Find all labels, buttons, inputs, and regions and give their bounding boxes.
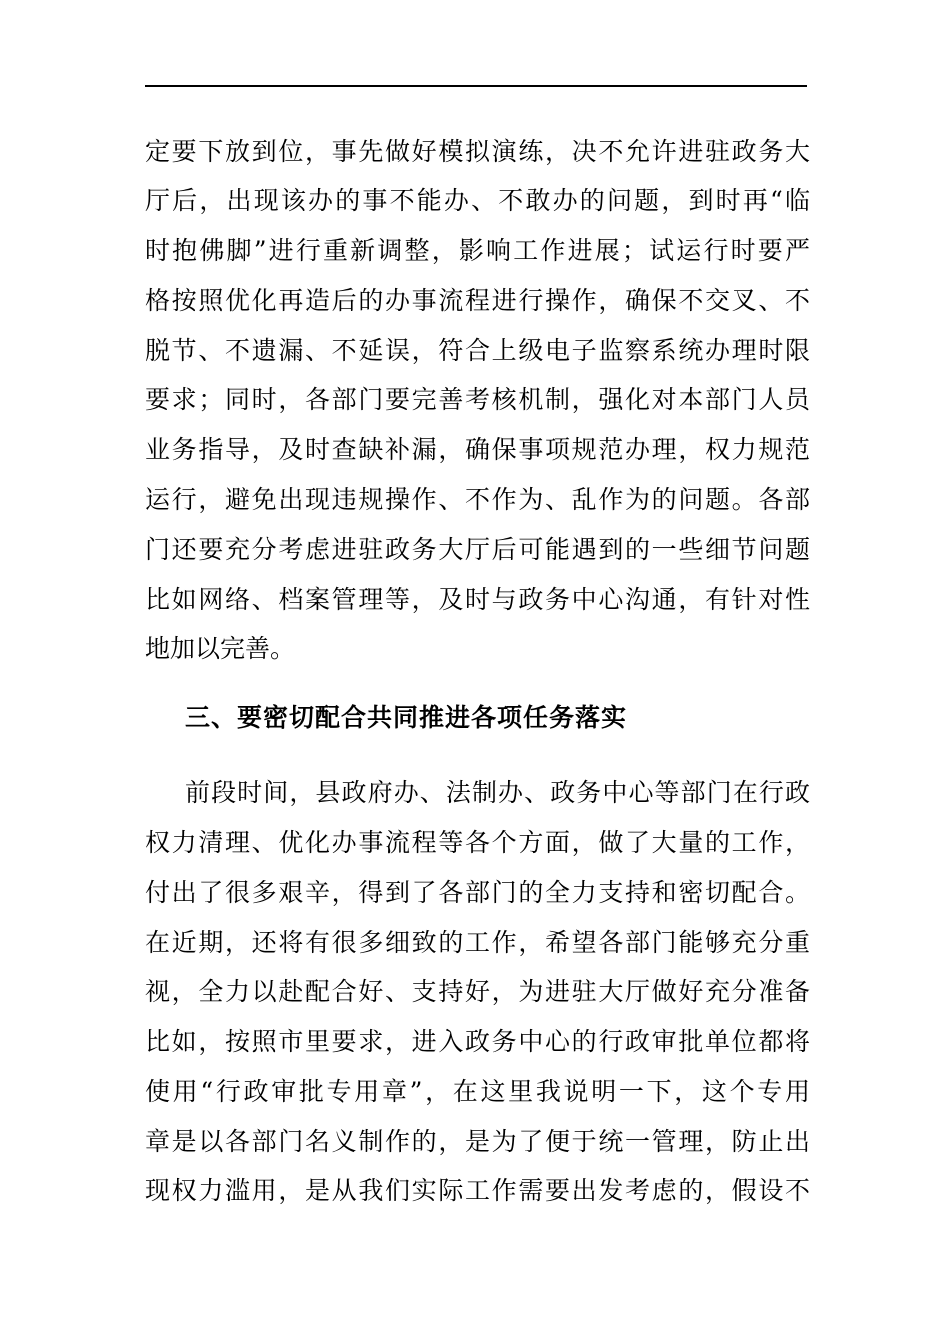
paragraph-2-line: 章是以各部门名义制作的，是为了便于统一管理，防止出 [145, 1127, 810, 1156]
paragraph-1-line: 门还要充分考虑进驻政务大厅后可能遇到的一些细节问题 [145, 535, 810, 564]
paragraph-1-line: 运行，避免出现违规操作、不作为、乱作为的问题。各部 [145, 485, 810, 514]
paragraph-2-line: 现权力滥用，是从我们实际工作需要出发考虑的，假设不 [145, 1176, 810, 1205]
paragraph-1-line: 厅后，出现该办的事不能办、不敢办的问题，到时再“临 [145, 186, 810, 215]
paragraph-1-line: 业务指导，及时查缺补漏，确保事项规范办理，权力规范 [145, 435, 810, 464]
section-heading: 三、要密切配合共同推进各项任务落实 [185, 703, 628, 732]
paragraph-2-line: 比如，按照市里要求，进入政务中心的行政审批单位都将 [145, 1027, 810, 1056]
paragraph-1-line: 时抱佛脚”进行重新调整，影响工作进展；试运行时要严 [145, 236, 810, 265]
paragraph-1-line: 比如网络、档案管理等，及时与政务中心沟通，有针对性 [145, 585, 810, 614]
paragraph-2-line: 视，全力以赴配合好、支持好，为进驻大厅做好充分准备 [145, 977, 810, 1006]
paragraph-1-line: 要求；同时，各部门要完善考核机制，强化对本部门人员 [145, 385, 810, 414]
paragraph-2-line: 前段时间，县政府办、法制办、政务中心等部门在行政 [185, 778, 810, 807]
paragraph-2-line: 使用“行政审批专用章”，在这里我说明一下，这个专用 [145, 1077, 810, 1106]
paragraph-2-line: 在近期，还将有很多细致的工作，希望各部门能够充分重 [145, 928, 810, 957]
paragraph-2-line: 付出了很多艰辛，得到了各部门的全力支持和密切配合。 [145, 878, 810, 907]
paragraph-1-line: 地加以完善。 [145, 634, 296, 663]
header-rule [145, 85, 807, 87]
paragraph-1-line: 格按照优化再造后的办事流程进行操作，确保不交叉、不 [145, 286, 810, 315]
paragraph-1-line: 定要下放到位，事先做好模拟演练，决不允许进驻政务大 [145, 137, 810, 166]
paragraph-2-line: 权力清理、优化办事流程等各个方面，做了大量的工作， [145, 828, 810, 857]
paragraph-1-line: 脱节、不遗漏、不延误，符合上级电子监察系统办理时限 [145, 336, 810, 365]
